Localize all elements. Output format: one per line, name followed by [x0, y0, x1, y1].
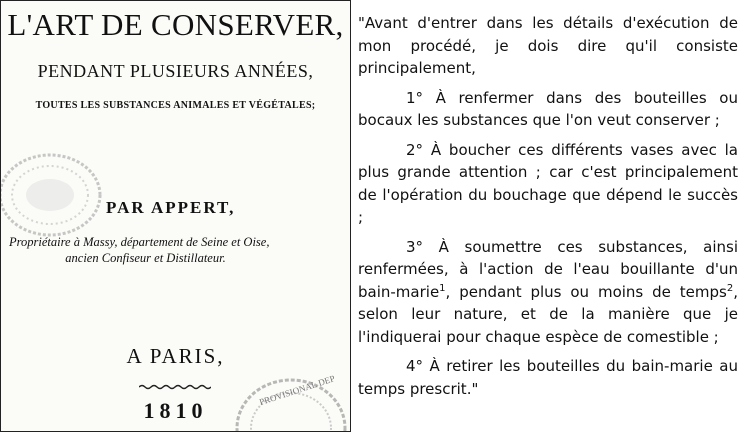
publication-place: A PARIS,: [126, 344, 225, 368]
publication-year: 1810: [143, 398, 208, 423]
quoted-text: [358, 12, 738, 407]
author-description-line1: Propriétaire à Massy, département de Seine et Oise,: [9, 235, 270, 249]
author-description-line2: ancien Confiseur et Distillateur.: [65, 251, 226, 265]
ornamental-rule: [139, 384, 211, 390]
quote-item-1: 1° À renfermer dans des bouteilles ou bocaux les substances que l'on veut conserver ;: [358, 88, 738, 129]
footnote-ref-2[interactable]: 2: [726, 282, 734, 294]
footnote-ref-1[interactable]: 1: [439, 282, 446, 294]
book-subtitle: PENDANT PLUSIEURS ANNÉES,: [37, 61, 314, 81]
title-page-scan: [0, 0, 351, 432]
quote-item-3-text-b: , pendant plus ou moins de temps: [445, 282, 727, 301]
book-title: L'ART DE CONSERVER,: [7, 7, 344, 42]
quote-item-3: [358, 236, 738, 349]
quote-item-3-text-a: 3° À soumettre ces substances, ainsi renfermées, à l'action de l'eau bouillante d'un bain-marie: [358, 237, 738, 301]
quote-intro: "Avant d'entrer dans les détails d'exécution de mon procédé, je dois dire qu'il consiste principalement,: [358, 14, 738, 77]
stamp-text: PROVISIONAL DEP: [257, 373, 337, 408]
library-stamp-left: [0, 149, 105, 241]
book-subtitle-2: TOUTES LES SUBSTANCES ANIMALES ET VÉGÉTALES;: [35, 100, 316, 111]
quote-item-4: 4° À retirer les bouteilles du bain-marie au temps prescrit.": [358, 357, 738, 398]
quote-item-3-text-c: , selon leur nature, et de la manière que je l'indiquerai pour chaque espèce de comestible ;: [358, 282, 738, 346]
book-author: PAR APPERT,: [106, 198, 236, 217]
quote-item-2: 2° À boucher ces différents vases avec la plus grande attention ; car c'est principalement de l'opération du bouchage que dépend le succès ;: [358, 140, 738, 226]
